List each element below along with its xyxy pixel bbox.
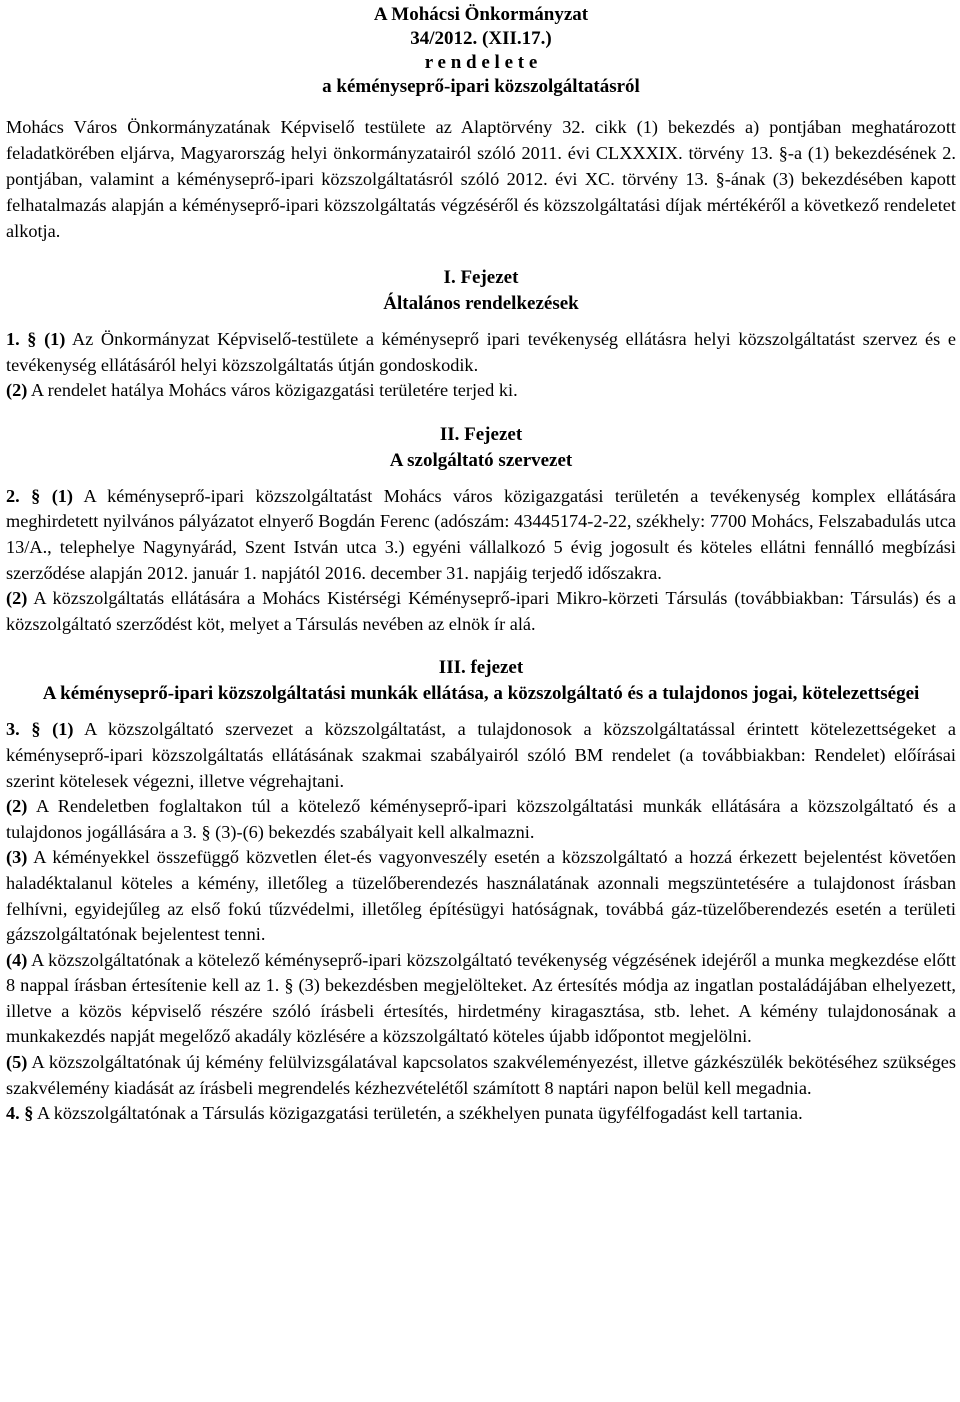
paragraph-text: A közszolgáltató szervezet a közszolgáltatást, a tulajdonosok a közszolgáltatással érintett kötelezettségeket a kéményseprő-ipari közszolgáltatás ellátásának szakmai szabályairól szóló BM rendelet (a továbbiakban: Rendelet) előírásai szerint kötelesek végezni, illetve végrehajtani. — [6, 719, 957, 791]
paragraph-text: Az Önkormányzat Képviselő-testülete a kéményseprő ipari tevékenység ellátásra helyi közszolgáltatást szervez és e tevékenység ellátásáról helyi közszolgáltatás útján gondoskodik. — [6, 329, 957, 375]
paragraph-text: A kéményseprő-ipari közszolgáltatást Mohács város közigazgatási területén a tevékenység komplex ellátására meghirdetett nyilvános pályázatot elnyerő Bogdán Ferenc (adószám: 43445174-2-22, székhely: 7700 Mohács, Felszabadulás utca 13/A., telephelye Nagynyárád, Szent István utca 3.) egyéni vállalkozó 5 évig jogosult és köteles ellátni fennálló megbízási szerződése alapján 2012. január 1. napjától 2016. december 31. napjáig terjedő időszakra. — [6, 485, 957, 583]
section-paragraph — [6, 586, 956, 637]
section-paragraph — [6, 484, 956, 586]
chapter-1-heading — [6, 265, 956, 317]
section-4 — [6, 1101, 956, 1127]
chapter-title: A kéményseprő-ipari közszolgáltatási munkák ellátása, a közszolgáltató és a tulajdonos jogai, kötelezettségei — [42, 683, 920, 705]
paragraph-number: (3) — [6, 847, 28, 868]
chapter-2-heading — [6, 422, 956, 474]
paragraph-text: A rendelet hatálya Mohács város közigazgatási területére terjed ki. — [30, 380, 518, 401]
section-paragraph — [6, 327, 956, 378]
chapter-number: III. fejezet — [438, 657, 524, 679]
section-3 — [6, 717, 956, 1101]
section-paragraph — [6, 717, 956, 794]
section-paragraph — [6, 1101, 956, 1127]
chapter-number: I. Fejezet — [443, 267, 519, 288]
section-number: 1. § — [6, 329, 37, 349]
document-header — [6, 0, 956, 99]
section-2 — [6, 484, 956, 638]
paragraph-text: A Rendeletben foglaltakon túl a kötelező kéményseprő-ipari közszolgáltatási munkák ellátására a közszolgáltató és a tulajdonos jogállására a 3. § (3)-(6) bekezdés szabályait kell alkalmazni. — [6, 796, 956, 842]
section-paragraph — [6, 378, 956, 404]
section-paragraph — [6, 948, 956, 1050]
section-number: 3. § — [6, 719, 41, 740]
decree-number: 34/2012. (XII.17.) — [410, 28, 552, 49]
decree-subject: a kéményseprő-ipari közszolgáltatásról — [322, 76, 640, 97]
paragraph-number: (5) — [6, 1052, 28, 1073]
section-number: 2. § — [6, 485, 41, 506]
preamble: Mohács Város Önkormányzatának Képviselő testülete az Alaptörvény 32. cikk (1) bekezdés a) pontjában meghatározott feladatkörében eljárva, Magyarország helyi önkormányzatairól szóló 2011. évi CLXXXIX. törvény 13. §-a (1) bekezdésének 2. pontjában, valamint a kéményseprő-ipari közszolgáltatásról szóló 2012. évi XC. törvény 13. §-ának (3) bekezdésében kapott felhatalmazás alapján a kéményseprő-ipari közszolgáltatás végzéséről és közszolgáltatási díjak mértékéről a következő rendeletet alkotja. — [6, 117, 956, 241]
section-paragraph — [6, 794, 956, 845]
decree-label: r e n d e l e t e — [424, 52, 538, 73]
section-number: 4. § — [6, 1103, 34, 1124]
chapter-number: II. Fejezet — [439, 423, 523, 445]
paragraph-text: A közszolgáltatónak a Társulás közigazgatási területén, a székhelyen punata ügyfélfogadást kell tartania. — [36, 1103, 803, 1124]
section-paragraph — [6, 845, 956, 947]
paragraph-number: (1) — [44, 329, 66, 349]
paragraph-text: A közszolgáltatás ellátására a Mohács Kistérségi Kéményseprő-ipari Mikro-körzeti Társulás (továbbiakban: Társulás) és a közszolgáltató szerződést köt, melyet a Társulás nevében az elnök ír alá. — [6, 588, 957, 634]
chapter-3-heading — [6, 655, 956, 707]
paragraph-number: (2) — [6, 588, 28, 609]
section-paragraph — [6, 1050, 956, 1101]
paragraph-number: (2) — [6, 796, 28, 817]
paragraph-number: (2) — [6, 380, 28, 401]
chapter-title: Általános rendelkezések — [383, 293, 579, 314]
chapter-title: A szolgáltató szervezet — [389, 449, 573, 471]
paragraph-number: (4) — [6, 949, 28, 970]
section-1 — [6, 327, 956, 404]
paragraph-text: A közszolgáltatónak új kémény felülvizsgálatával kapcsolatos szakvéleményezést, illetve gázkészülék bekötéséhez szükséges szakvélemény kiadását az írásbeli megrendelés kézhezvételétől számított 8 naptári napon belül kell megadnia. — [6, 1052, 956, 1098]
paragraph-text: A kéményekkel összefüggő közvetlen élet-és vagyonveszély esetén a közszolgáltató a hozzá érkezett bejelentést követően haladéktalanul köteles a kémény, illetőleg a tüzelőberendezés használatának azonnali megszüntetésére a tulajdonost írásban felhívni, egyidejűleg az első fokú tűzvédelmi, illetőleg építésügyi hatóságnak, továbbá gáz-tüzelőberendezés esetén a területi gázszolgáltatónak bejelentest tenni. — [6, 847, 956, 945]
paragraph-text: A közszolgáltatónak a kötelező kéményseprő-ipari közszolgáltató tevékenység végzésének idejéről a munka megkezdése előtt 8 nappal írásban értesítenie kell az 1. § (3) bekezdésben megjelölteket. Az értesítés módja az ingatlan postaládájában elhelyezett, illetve a közös képviselő részére szóló írásbeli értesítés, hirdetmény kiragasztása, stb. lehet. A kémény tulajdonosának a munkakezdés napját megelőző akadály közlésére a közszolgáltató köteles újabb időpontot megjelölni. — [6, 949, 957, 1047]
paragraph-number: (1) — [51, 485, 74, 506]
paragraph-number: (1) — [52, 719, 74, 740]
issuer-title: A Mohácsi Önkormányzat — [373, 4, 589, 25]
